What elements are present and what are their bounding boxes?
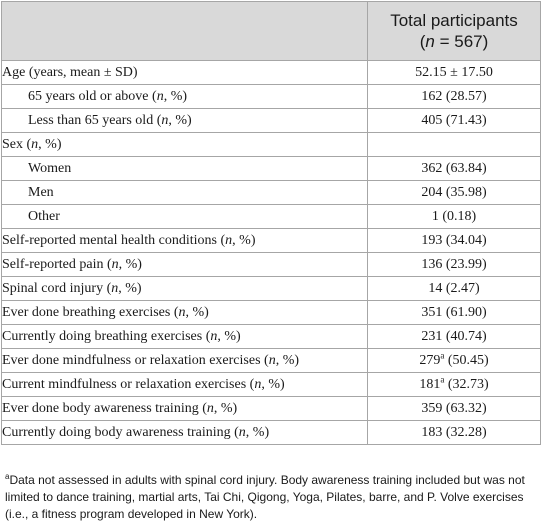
table-header-row: [2, 2, 541, 61]
row-label-italic: n: [206, 401, 214, 416]
table-row: [2, 373, 541, 397]
row-value-text: 136 (23.99): [421, 257, 487, 272]
row-value: [368, 301, 541, 325]
row-value-text: 52.15 ± 17.50: [415, 65, 493, 80]
row-label: [2, 181, 368, 205]
header-total-participants: [368, 2, 541, 61]
row-value-text: 204 (35.98): [421, 185, 487, 200]
row-label-italic: n: [111, 281, 119, 296]
row-value-text: 183 (32.28): [421, 425, 487, 440]
table-row: [2, 157, 541, 181]
row-label: [2, 229, 368, 253]
row-value: [368, 109, 541, 133]
row-label-suffix: , %): [38, 137, 62, 152]
table-row: [2, 397, 541, 421]
row-value: [368, 325, 541, 349]
header-empty-cell: [2, 2, 368, 61]
row-label: [2, 85, 368, 109]
row-label: [2, 205, 368, 229]
row-value: [368, 277, 541, 301]
table-row: [2, 109, 541, 133]
row-label: [2, 397, 368, 421]
row-label-suffix: , %): [261, 377, 285, 392]
row-value-rest: (32.73): [444, 377, 489, 392]
row-label-italic: n: [31, 137, 39, 152]
row-label-text: Men: [28, 185, 54, 200]
row-value: [368, 133, 541, 157]
header-subtitle-value: = 567): [434, 32, 489, 51]
row-value-text: 181: [419, 377, 441, 392]
row-value-superscript: a: [440, 350, 445, 361]
header-title: Total participants: [390, 11, 518, 30]
row-value: [368, 181, 541, 205]
row-label-text: Self-reported pain (: [2, 257, 112, 272]
row-value: [368, 61, 541, 85]
row-label-italic: n: [210, 329, 218, 344]
row-label: [2, 301, 368, 325]
row-label-text: Ever done breathing exercises (: [2, 305, 179, 320]
row-value-text: 362 (63.84): [421, 161, 487, 176]
row-label-suffix: , %): [168, 113, 192, 128]
row-label-text: Spinal cord injury (: [2, 281, 112, 296]
row-label-text: Currently doing body awareness training (: [2, 425, 239, 440]
table-row: [2, 421, 541, 445]
row-label: [2, 157, 368, 181]
header-subtitle: [368, 31, 540, 52]
row-label-suffix: , %): [217, 329, 241, 344]
row-value-rest: (50.45): [444, 353, 489, 368]
row-value: [368, 349, 541, 373]
row-value-text: 193 (34.04): [421, 233, 487, 248]
row-label-italic: n: [111, 257, 119, 272]
row-label-text: Current mindfulness or relaxation exercises (: [2, 377, 255, 392]
table-row: [2, 229, 541, 253]
table-row: [2, 253, 541, 277]
row-label-text: Sex (: [2, 137, 32, 152]
row-label-italic: n: [268, 353, 276, 368]
footnote-marker: a: [5, 472, 10, 481]
row-label-text: Self-reported mental health conditions (: [2, 233, 226, 248]
row-value-text: 162 (28.57): [421, 89, 487, 104]
row-label: [2, 373, 368, 397]
row-value-text: 231 (40.74): [421, 329, 487, 344]
row-label-italic: n: [254, 377, 262, 392]
row-label-text: Ever done body awareness training (: [2, 401, 207, 416]
row-label-text: Other: [28, 209, 60, 224]
participants-table: [1, 1, 541, 445]
row-label-suffix: , %): [275, 353, 300, 368]
footnote-text: Data not assessed in adults with spinal cord injury. Body awareness training included but was not limited to dance training, martial arts, Tai Chi, Qigong, Yoga, Pilates, barre, and P. Volve exercises (i.e., a fitness program developed in New York).: [5, 473, 525, 521]
table-row: [2, 349, 541, 373]
row-label-italic: n: [156, 89, 164, 104]
row-label-suffix: , %): [245, 425, 270, 440]
table-row: [2, 181, 541, 205]
row-value: [368, 85, 541, 109]
row-label-suffix: , %): [213, 401, 238, 416]
row-label: [2, 277, 368, 301]
row-label-suffix: , %): [163, 89, 188, 104]
table-row: [2, 205, 541, 229]
header-subtitle-n: n: [425, 32, 435, 51]
row-value: [368, 421, 541, 445]
row-label-italic: n: [161, 113, 169, 128]
row-label: [2, 61, 368, 85]
row-label-suffix: , %): [185, 305, 209, 320]
row-value-text: 351 (61.90): [421, 305, 487, 320]
row-label-suffix: , %): [232, 233, 256, 248]
row-label-text: Women: [28, 161, 72, 176]
row-label-italic: n: [238, 425, 246, 440]
row-label-italic: n: [178, 305, 186, 320]
table-row: [2, 133, 541, 157]
table-footnote: [5, 472, 539, 523]
row-value-text: 279: [419, 353, 441, 368]
row-value-superscript: a: [440, 374, 445, 385]
row-value: [368, 373, 541, 397]
row-value: [368, 229, 541, 253]
row-value: [368, 253, 541, 277]
row-label-text: Ever done mindfulness or relaxation exercises (: [2, 353, 269, 368]
row-label-text: Age (years, mean ± SD): [2, 65, 138, 80]
row-label: [2, 325, 368, 349]
row-label-text: 65 years old or above (: [28, 89, 157, 104]
row-value-text: 14 (2.47): [428, 281, 480, 296]
row-value: [368, 205, 541, 229]
table-row: [2, 301, 541, 325]
row-label: [2, 253, 368, 277]
table-row: [2, 325, 541, 349]
row-value-text: 405 (71.43): [421, 113, 487, 128]
row-label-suffix: , %): [118, 281, 142, 296]
row-label: [2, 133, 368, 157]
table-body: [2, 61, 541, 445]
row-label: [2, 421, 368, 445]
header-subtitle-prefix: (: [419, 32, 426, 51]
row-value-text: 359 (63.32): [421, 401, 487, 416]
row-label: [2, 109, 368, 133]
table-row: [2, 61, 541, 85]
row-label-text: Less than 65 years old (: [28, 113, 162, 128]
row-label-text: Currently doing breathing exercises (: [2, 329, 211, 344]
row-label-italic: n: [225, 233, 233, 248]
row-label: [2, 349, 368, 373]
row-value-text: 1 (0.18): [431, 209, 477, 224]
row-value: [368, 397, 541, 421]
row-value: [368, 157, 541, 181]
table-row: [2, 277, 541, 301]
table-row: [2, 85, 541, 109]
row-label-suffix: , %): [118, 257, 142, 272]
